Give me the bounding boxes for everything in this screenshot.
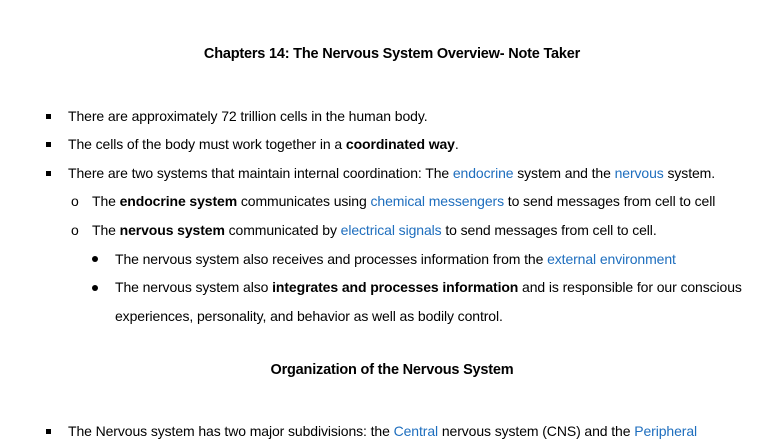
bullet-coordination: The cells of the body must work together in a coordinated way.: [68, 136, 459, 152]
dot-bullet-integrates-continued: experiences, personality, and behavior as well as bodily control.: [115, 308, 503, 324]
dot-bullet-icon: [92, 256, 98, 262]
square-bullet-icon: [46, 429, 51, 434]
sub-bullet-nervous: The nervous system communicated by electrical signals to send messages from cell to cell.: [92, 222, 657, 238]
page-title: Chapters 14: The Nervous System Overview- Note Taker: [203, 46, 581, 62]
bullet-two-systems: There are two systems that maintain internal coordination: The endocrine system and the nervous system.: [68, 165, 716, 181]
circle-bullet-icon: o: [71, 222, 79, 238]
dot-bullet-external: The nervous system also receives and processes information from the external environment: [115, 251, 676, 267]
square-bullet-icon: [46, 171, 51, 176]
bullet-subdivisions: The Nervous system has two major subdivisions: the Central nervous system (CNS) and the Peripheral: [68, 423, 698, 439]
bullet-cells-count: There are approximately 72 trillion cells in the human body.: [68, 108, 428, 124]
square-bullet-icon: [46, 114, 51, 119]
sub-bullet-endocrine: The endocrine system communicates using chemical messengers to send messages from cell to cell: [92, 193, 716, 209]
section-title: Organization of the Nervous System: [270, 362, 514, 378]
square-bullet-icon: [46, 142, 51, 147]
dot-bullet-icon: [92, 285, 98, 291]
circle-bullet-icon: o: [71, 193, 79, 209]
dot-bullet-integrates: The nervous system also integrates and processes information and is responsible for our conscious: [115, 279, 742, 295]
